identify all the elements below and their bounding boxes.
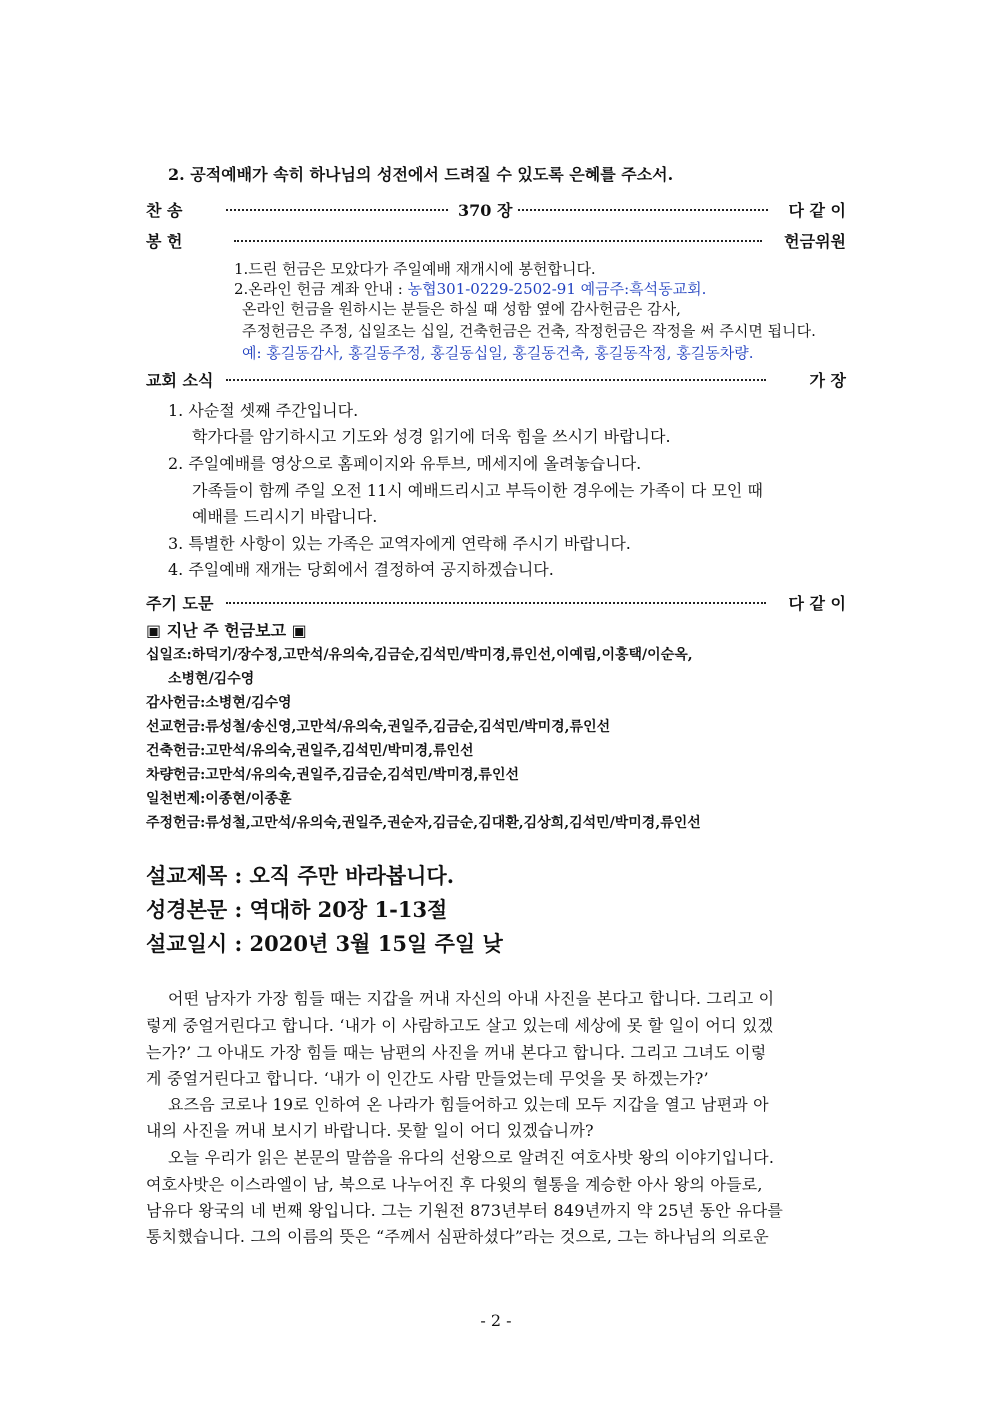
dot-leader	[226, 379, 766, 381]
news-item-3: 3. 특별한 사항이 있는 가족은 교역자에게 연락해 주시기 바랍니다.	[168, 534, 631, 553]
offering-note-4: 주정헌금은 주정, 십일조는 십일, 건축헌금은 건축, 작정헌금은 작정을 써 주시면 됩니다.	[242, 322, 816, 340]
order-label-hymn: 찬 송	[146, 201, 183, 220]
body-line: 오늘 우리가 읽은 본문의 말씀을 유다의 선왕으로 알려진 여호사밧 왕의 이야기입니다.	[168, 1148, 775, 1167]
report-thanks: 감사헌금:소병현/김수영	[146, 695, 292, 711]
body-line: 내의 사진을 꺼내 보시기 바랍니다. 못할 일이 어디 있겠습니까?	[146, 1121, 594, 1140]
report-tithe-cont: 소병현/김수영	[168, 671, 255, 687]
order-row-offering	[146, 229, 846, 253]
report-vehicle: 차량헌금:고만석/유의숙,권일주,김금순,김석민/박미경,류인선	[146, 767, 519, 783]
order-row-hymn	[146, 198, 846, 222]
sermon-date: 설교일시 : 2020년 3월 15일 주일 낮	[146, 931, 503, 956]
dot-leader	[226, 602, 766, 604]
sermon-title: 설교제목 : 오직 주만 바라봅니다.	[146, 863, 455, 888]
order-label-offering: 봉 헌	[146, 232, 183, 251]
news-item-4: 4. 주일예배 재개는 당회에서 결정하여 공지하겠습니다.	[168, 560, 554, 579]
order-right-offering: 헌금위원	[784, 232, 846, 251]
order-row-news	[146, 368, 846, 392]
order-row-prayer	[146, 591, 846, 615]
body-line: 어떤 남자가 가장 힘들 때는 지갑을 꺼내 자신의 아내 사진을 본다고 합니다. 그리고 이	[168, 989, 775, 1008]
body-line: 남유다 왕국의 네 번째 왕입니다. 그는 기원전 873년부터 849년까지 약 25년 동안 유다를	[146, 1201, 784, 1220]
order-right-prayer: 다 같 이	[788, 594, 846, 613]
news-item-1-detail: 학가다를 암기하시고 기도와 성경 읽기에 더욱 힘을 쓰시기 바랍니다.	[192, 427, 671, 446]
order-right-news: 가 장	[809, 371, 846, 390]
sermon-text: 성경본문 : 역대하 20장 1-13절	[146, 897, 448, 922]
news-item-2-detail-2: 예배를 드리시기 바랍니다.	[192, 507, 378, 526]
offering-note-2-prefix: 2.온라인 헌금 계좌 안내 :	[234, 280, 408, 298]
hymn-number: 370 장	[458, 201, 513, 220]
prayer-item: 2. 공적예배가 속히 하나님의 성전에서 드려질 수 있도록 은혜를 주소서.	[168, 165, 674, 184]
report-title: ▣ 지난 주 헌금보고 ▣	[146, 621, 307, 640]
dot-leader	[226, 209, 448, 211]
dot-leader	[234, 240, 762, 242]
body-line: 렇게 중얼거린다고 합니다. ‘내가 이 사람하고도 살고 있는데 세상에 못 할 일이 어디 있겠	[146, 1016, 774, 1035]
offering-note-2	[234, 278, 706, 299]
order-label-news: 교회 소식	[146, 371, 214, 390]
dot-leader	[518, 209, 768, 211]
body-line: 통치했습니다. 그의 이름의 뜻은 “주께서 심판하셨다”라는 것으로, 그는 하나님의 의로운	[146, 1227, 769, 1246]
report-thousand: 일천번제:이종현/이종훈	[146, 791, 292, 807]
page-number: - 2 -	[480, 1311, 512, 1330]
body-line: 여호사밧은 이스라엘이 남, 북으로 나누어진 후 다윗의 혈통을 계승한 아사 왕의 아들로,	[146, 1175, 763, 1194]
report-mission: 선교헌금:류성철/송신영,고만석/유의숙,권일주,김금순,김석민/박미경,류인선	[146, 719, 611, 735]
order-right-hymn: 다 같 이	[788, 201, 846, 220]
body-line: 는가?’ 그 아내도 가장 힘들 때는 남편의 사진을 꺼내 본다고 합니다. 그리고 그녀도 이렇	[146, 1043, 767, 1062]
offering-note-example: 예: 홍길동감사, 홍길동주정, 홍길동십일, 홍길동건축, 홍길동작정, 홍길동차량.	[242, 344, 754, 362]
report-building: 건축헌금:고만석/유의숙,권일주,김석민/박미경,류인선	[146, 743, 474, 759]
body-line: 요즈음 코로나 19로 인하여 온 나라가 힘들어하고 있는데 모두 지갑을 열고 남편과 아	[168, 1095, 769, 1114]
offering-note-1: 1.드린 헌금은 모았다가 주일예배 재개시에 봉헌합니다.	[234, 260, 596, 278]
body-line: 게 중얼거린다고 합니다. ‘내가 이 인간도 사람 만들었는데 무엇을 못 하겠는가?’	[146, 1069, 709, 1088]
news-item-1: 1. 사순절 셋째 주간입니다.	[168, 401, 359, 420]
bank-account: 농협301-0229-2502-91 예금주:흑석동교회.	[407, 280, 707, 298]
offering-note-3: 온라인 헌금을 원하시는 분들은 하실 때 성함 옆에 감사헌금은 감사,	[242, 300, 681, 318]
report-weekly: 주정헌금:류성철,고만석/유의숙,권일주,권순자,김금순,김대환,김상희,김석민/박미경,류인선	[146, 815, 701, 831]
news-item-2-detail-1: 가족들이 함께 주일 오전 11시 예배드리시고 부득이한 경우에는 가족이 다 모인 때	[192, 481, 763, 500]
news-item-2: 2. 주일예배를 영상으로 홈페이지와 유투브, 메세지에 올려놓습니다.	[168, 454, 642, 473]
report-tithe: 십일조:하덕기/장수정,고만석/유의숙,김금순,김석민/박미경,류인선,이예림,이홍택/이순옥,	[146, 647, 693, 663]
order-label-prayer: 주기 도문	[146, 594, 214, 613]
